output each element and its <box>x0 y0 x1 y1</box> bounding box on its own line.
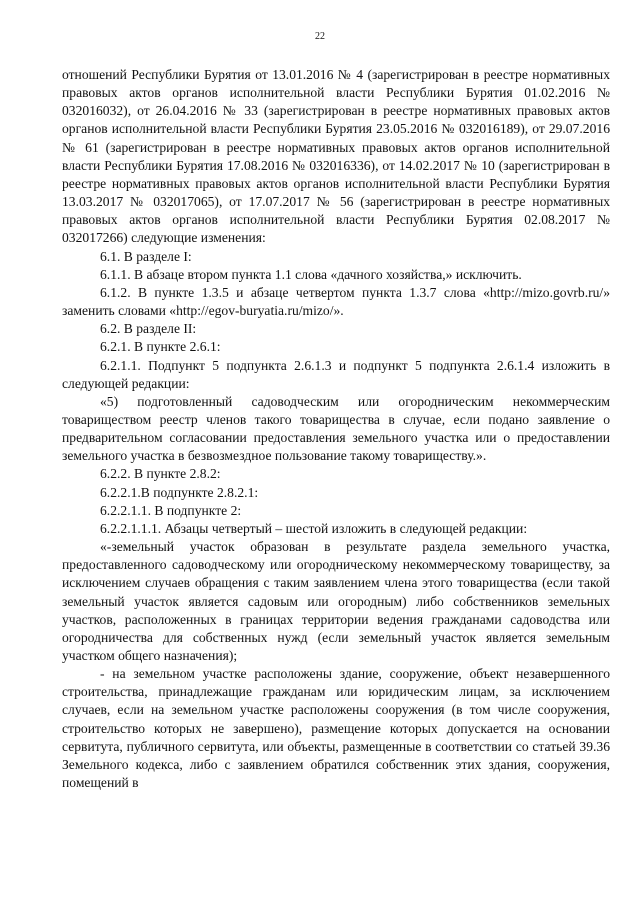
paragraph-6-2-2-1: 6.2.2.1.В подпункте 2.8.2.1: <box>100 484 259 500</box>
paragraph-6-1-1: 6.1.1. В абзаце втором пункта 1.1 слова «дачного хозяйства,» исключить. <box>100 266 522 282</box>
paragraph-6-2-2: 6.2.2. В пункте 2.8.2: <box>100 466 221 482</box>
paragraph-6-1-2: 6.1.2. В пункте 1.3.5 и абзаце четвертом пункта 1.3.7 слова «http://mizo.govrb.ru/» заменить словами «http://egov-buryatia.ru/mizo/». <box>62 284 610 319</box>
paragraph-section-6-2: 6.2. В разделе II: <box>100 321 197 337</box>
paragraph-quote-5: «5) подготовленный садоводческим или огородническим некоммерческим товариществом реестр членов такого товарищества в случае, если подано заявление о предварительном согласовании предоставления земельного участка или о предоставлении земельного участка в безвозмездное пользование такому товариществу.». <box>62 393 610 464</box>
document-body <box>62 66 610 792</box>
paragraph-6-2-2-1-1: 6.2.2.1.1. В подпункте 2: <box>100 502 242 518</box>
paragraph-quote-land-plot: «-земельный участок образован в результате раздела земельного участка, предоставленного садоводческому или огородническому некоммерческому товариществу, за исключением случаев обращения с таким заявлением члена этого товарищества (если такой земельный участок является садовым или огородным) либо собственников земельных участков, расположенных в границах территории ведения гражданами садоводства или огородничества для собственных нужд (если земельный участок является земельным участком общего назначения); <box>62 539 610 663</box>
paragraph-6-2-1-1: 6.2.1.1. Подпункт 5 подпункта 2.6.1.3 и подпункт 5 подпункта 2.6.1.4 изложить в следующей редакции: <box>62 357 610 391</box>
paragraph-section-6-1: 6.1. В разделе I: <box>100 248 192 264</box>
paragraph-dash-buildings: - на земельном участке расположены здание, сооружение, объект незавершенного строительства, принадлежащие гражданам или юридическим лицам, за исключением случаев, если на земельном участке расположены сооружения (в том числе сооружения, строительство которых не завершено), размещение которых допускается на основании сервитута, публичного сервитута, или объекты, размещенные в соответствии со статьей 39.36 Земельного кодекса, либо с заявлением обратился собственник этих здания, сооружения, помещений в <box>62 666 610 791</box>
paragraph-6-2-2-1-1-1: 6.2.2.1.1.1. Абзацы четвертый – шестой изложить в следующей редакции: <box>100 520 528 536</box>
page-number: 22 <box>315 31 325 42</box>
paragraph-6-2-1: 6.2.1. В пункте 2.6.1: <box>100 339 221 355</box>
paragraph-continuation: отношений Республики Бурятия от 13.01.2016 № 4 (зарегистрирован в реестре нормативных правовых актов органов исполнительной власти Республики Бурятия 01.02.2016 № 032016032), от 26.04.2016 № 33 (зарегистрирован в реестре нормативных правовых актов органов исполнительной власти Республики Бурятия 23.05.2016 № 032016189), от 29.07.2016 № 61 (зарегистрирован в реестре нормативных правовых актов органов исполнительной власти Республики Бурятия 17.08.2016 № 032016336), от 14.02.2017 № 10 (зарегистрирован в реестре нормативных правовых актов органов исполнительной власти Республики Бурятия 13.03.2017 № 032017065), от 17.07.2017 № 56 (зарегистрирован в реестре нормативных правовых актов органов исполнительной власти Республики Бурятия 02.08.2017 № 032017266) следующие изменения: <box>62 67 610 246</box>
